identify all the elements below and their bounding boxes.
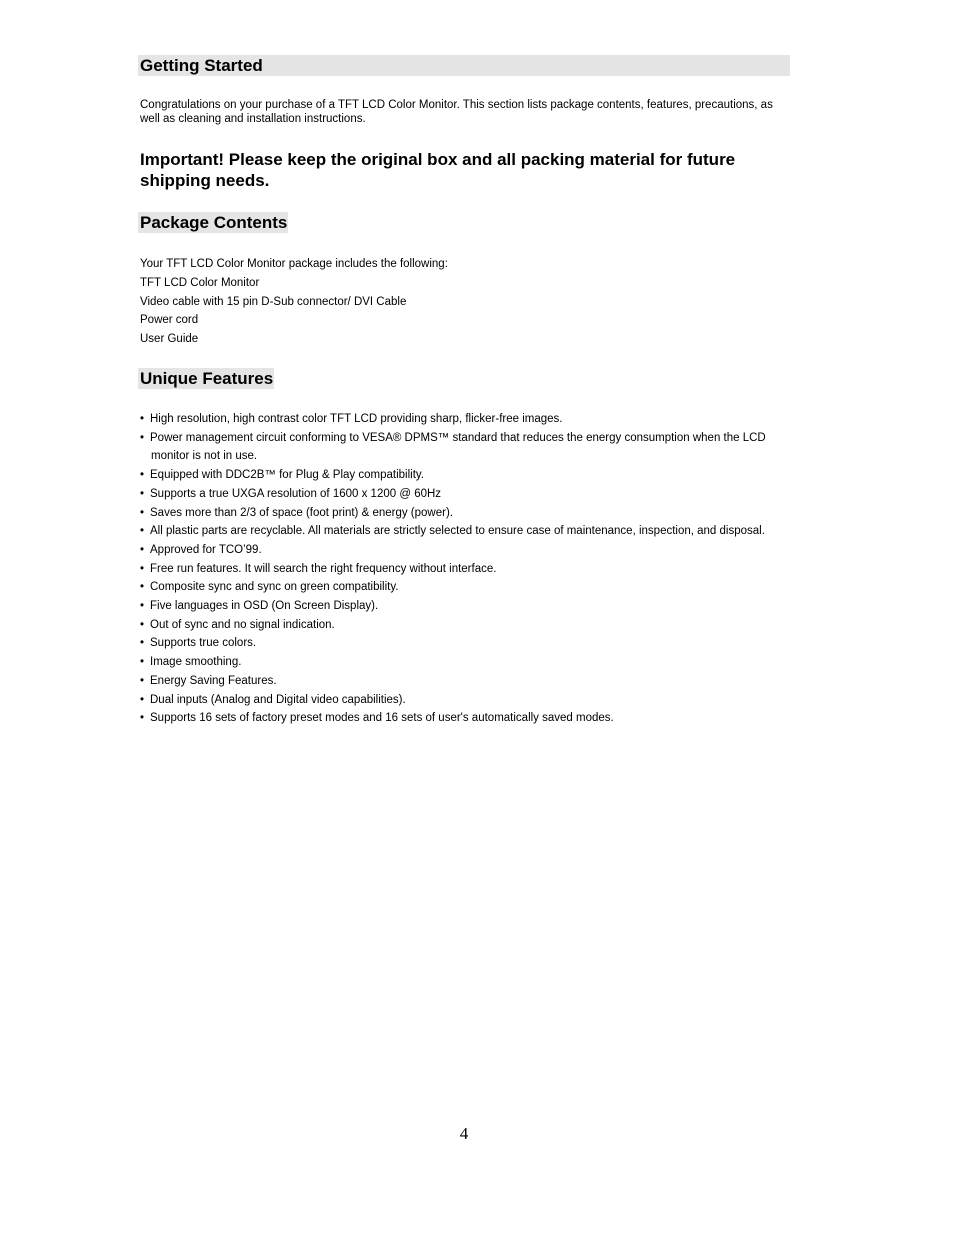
feature-item: • Image smoothing.	[140, 653, 770, 672]
package-intro-line: Your TFT LCD Color Monitor package includes the following:	[140, 258, 448, 270]
feature-item: • All plastic parts are recyclable. All materials are strictly selected to ensure case of maintenance, inspection, and disposal.	[140, 522, 770, 541]
feature-item: • Saves more than 2/3 of space (foot print) & energy (power).	[140, 504, 770, 523]
bullet-icon: •	[140, 412, 145, 425]
intro-paragraph: Congratulations on your purchase of a TFT LCD Color Monitor. This section lists package contents, features, precautions, as well as cleaning and installation instructions.	[140, 99, 773, 125]
feature-item: • Supports a true UXGA resolution of 1600 x 1200 @ 60Hz	[140, 485, 770, 504]
bullet-icon: •	[140, 562, 145, 575]
package-item: User Guide	[140, 333, 199, 346]
feature-item: • Equipped with DDC2B™ for Plug & Play compatibility.	[140, 466, 770, 485]
package-item: Power cord	[140, 314, 199, 327]
bullet-icon: •	[140, 674, 145, 687]
bullet-icon: •	[140, 431, 145, 444]
feature-item: • Out of sync and no signal indication.	[140, 616, 770, 635]
unique-features-heading-wrap	[138, 368, 790, 389]
package-item: Video cable with 15 pin D-Sub connector/ DVI Cable	[140, 295, 407, 308]
important-notice: Important! Please keep the original box and all packing material for future shipping needs.	[140, 150, 736, 190]
unique-features-heading: Unique Features	[140, 368, 274, 388]
bullet-icon: •	[140, 693, 145, 706]
bullet-icon: •	[140, 506, 145, 519]
document-page	[138, 55, 790, 728]
feature-item: • Supports 16 sets of factory preset modes and 16 sets of user's automatically saved modes.	[140, 709, 770, 728]
feature-item: • Free run features. It will search the right frequency without interface.	[140, 560, 770, 579]
package-contents-heading-wrap	[138, 212, 790, 233]
getting-started-heading: Getting Started	[138, 55, 790, 76]
page-number: 4	[459, 1124, 469, 1143]
bullet-icon: •	[140, 637, 145, 650]
bullet-icon: •	[140, 600, 145, 613]
bullet-icon: •	[140, 581, 145, 594]
bullet-icon: •	[140, 618, 145, 631]
bullet-icon: •	[140, 712, 145, 725]
feature-item: • Dual inputs (Analog and Digital video capabilities).	[140, 691, 770, 710]
bullet-icon: •	[140, 656, 145, 669]
feature-item: • Composite sync and sync on green compatibility.	[140, 578, 770, 597]
package-contents-list	[140, 255, 790, 349]
feature-item: • High resolution, high contrast color TFT LCD providing sharp, flicker-free images.	[140, 410, 770, 429]
unique-features-list	[140, 410, 790, 728]
feature-item: • Energy Saving Features.	[140, 672, 770, 691]
bullet-icon: •	[140, 525, 145, 538]
feature-item: • Power management circuit conforming to VESA® DPMS™ standard that reduces the energy consumption when the LCD monitor is not in use.	[140, 429, 771, 466]
package-item: TFT LCD Color Monitor	[140, 276, 260, 289]
feature-item: • Supports true colors.	[140, 634, 770, 653]
bullet-icon: •	[140, 543, 145, 556]
bullet-icon: •	[140, 469, 145, 482]
bullet-icon: •	[140, 487, 145, 500]
feature-item: • Approved for TCO’99.	[140, 541, 770, 560]
feature-item: • Five languages in OSD (On Screen Display).	[140, 597, 770, 616]
package-contents-heading: Package Contents	[140, 213, 288, 232]
